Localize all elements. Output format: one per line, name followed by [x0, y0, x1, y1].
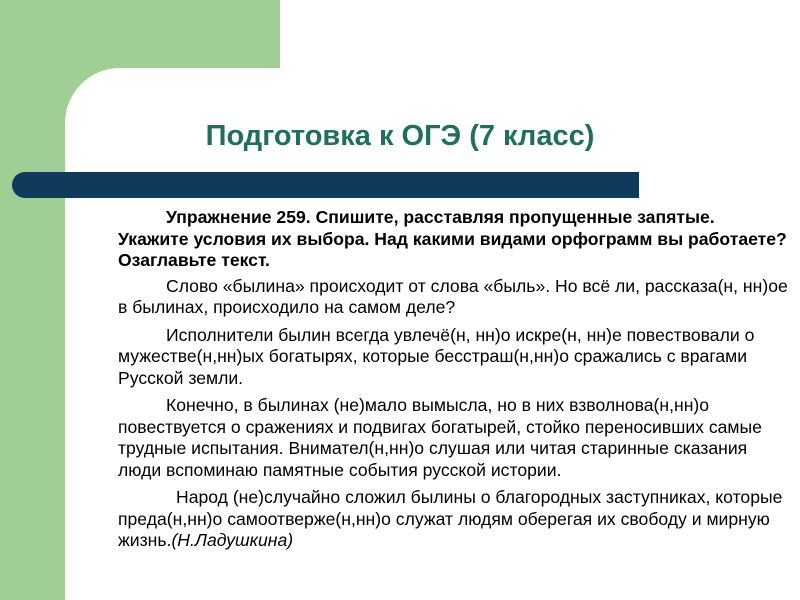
title-underline-bar [12, 172, 639, 198]
paragraph-1: Слово «былина» происходит от слова «быль». Но всё ли, рассказа(н, нн)ое в былинах, происходило на самом деле? [118, 275, 788, 317]
paragraph-4 [118, 487, 790, 552]
paragraph-2: Исполнители былин всегда увлечё(н, нн)о искре(н, нн)е повествовали о мужестве(н,нн)ых богатырях, которые бесстраш(н,нн)о сражались с врагами Русской земли. [118, 324, 755, 388]
paragraph-4-text: Народ (не)случайно сложил былины о благородных заступниках, которые преда(н,нн)о самоотверже(н,нн)о служат людям оберегая их свободу и мирную жизнь. [118, 487, 783, 550]
bar-end-gap [639, 172, 669, 198]
exercise-instruction: Упражнение 259. Спишите, расставляя пропущенные запятые. Укажите условия их выбора. Над какими видами орфограмм вы работаете? Озаглавьте текст. [118, 207, 787, 270]
author-signature: (Н.Ладушкина) [171, 530, 294, 550]
paragraph-3: Конечно, в былинах (не)мало вымысла, но в них взволнова(н,нн)о повествуется о сражениях и подвигах богатырей, стойко переносивших самые трудные испытания. Внимател(н,нн)о слушая или читая старинные сказания люди вспоминаю памятные события русской истории. [118, 395, 762, 480]
slide-body [118, 207, 790, 552]
slide-title: Подготовка к ОГЭ (7 класс) [205, 120, 595, 152]
